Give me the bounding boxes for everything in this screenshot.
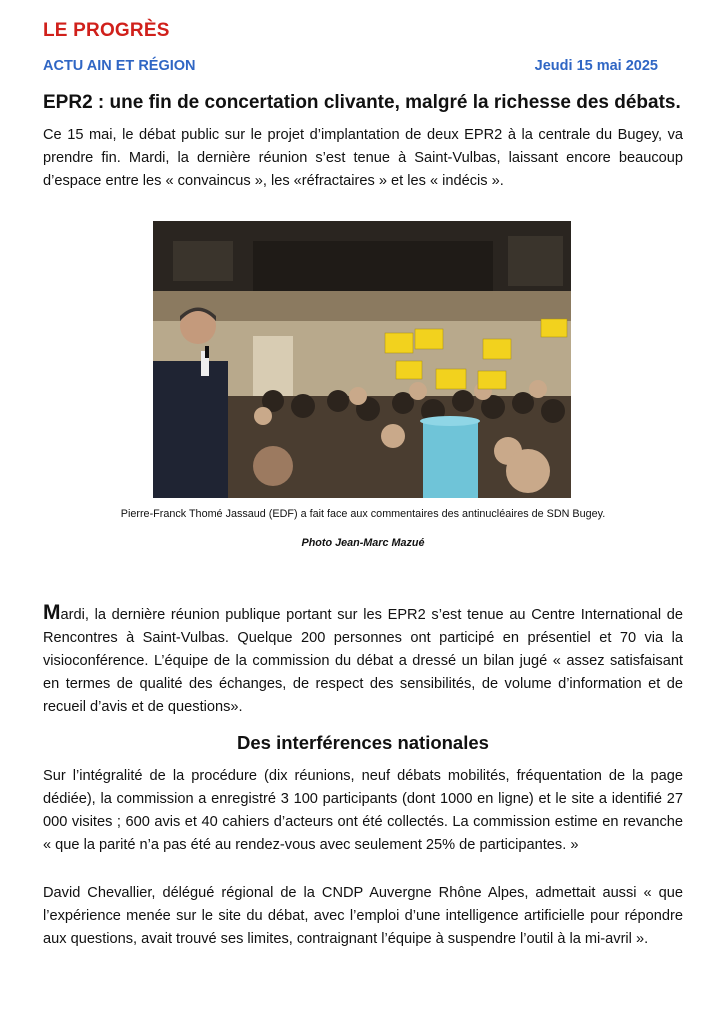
meeting-photo-illustration	[153, 221, 571, 498]
photo-credit: Photo Jean-Marc Mazué	[301, 537, 425, 549]
body-paragraph-1-text: ardi, la dernière réunion publique portant sur les EPR2 s’est tenue au Centre International de Rencontres à Saint-Vulbas. Quelque 200 personnes ont participé en présentiel et 70 via la visioconférence. L’équipe de la commission du débat a dressé un bilan jugé « assez satisfaisant en termes de qualité des échanges, de respect des sensibilités, de volume d’information et de recueil d’avis et de questions».	[43, 607, 683, 715]
section-subhead: Des interférences nationales	[237, 732, 489, 753]
body-paragraph-3: David Chevallier, délégué régional de la CNDP Auvergne Rhône Alpes, admettait aussi « que l’expérience menée sur le site du débat, avec l’emploi d’une intelligence artificielle pour répondre aux questions, avait trouvé ses limites, contraignant l’équipe à suspendre l’outil à la mi-avril ».	[43, 885, 683, 947]
article-headline: EPR2 : une fin de concertation clivante, malgré la richesse des débats.	[43, 92, 681, 113]
newspaper-masthead: LE PROGRÈS	[43, 20, 170, 41]
photo-caption: Pierre-Franck Thomé Jassaud (EDF) a fait face aux commentaires des antinucléaires de SDN Bugey.	[120, 508, 606, 520]
publication-date: Jeudi 15 mai 2025	[534, 58, 658, 74]
body-paragraph-1	[43, 602, 683, 719]
article-lead: Ce 15 mai, le débat public sur le projet d’implantation de deux EPR2 à la centrale du Bugey, va prendre fin. Mardi, la dernière réunion s’est tenue à Saint-Vulbas, laissant encore beaucoup d’espace entre les « convaincus », les «réfractaires » et les « indécis ».	[43, 127, 683, 189]
article-photo	[153, 221, 571, 498]
section-rubric: ACTU AIN ET RÉGION	[43, 58, 196, 74]
drop-cap: M	[43, 601, 61, 624]
body-paragraph-2: Sur l’intégralité de la procédure (dix réunions, neuf débats mobilités, fréquentation de la page dédiée), la commission a enregistré 3 100 participants (dont 1000 en ligne) et le site a identifié 27 000 visites ; 600 avis et 40 cahiers d’acteurs ont été collectés. La commission estime en revanche « que la parité n’a pas été au rendez-vous avec seulement 25% de participantes. »	[43, 768, 683, 853]
